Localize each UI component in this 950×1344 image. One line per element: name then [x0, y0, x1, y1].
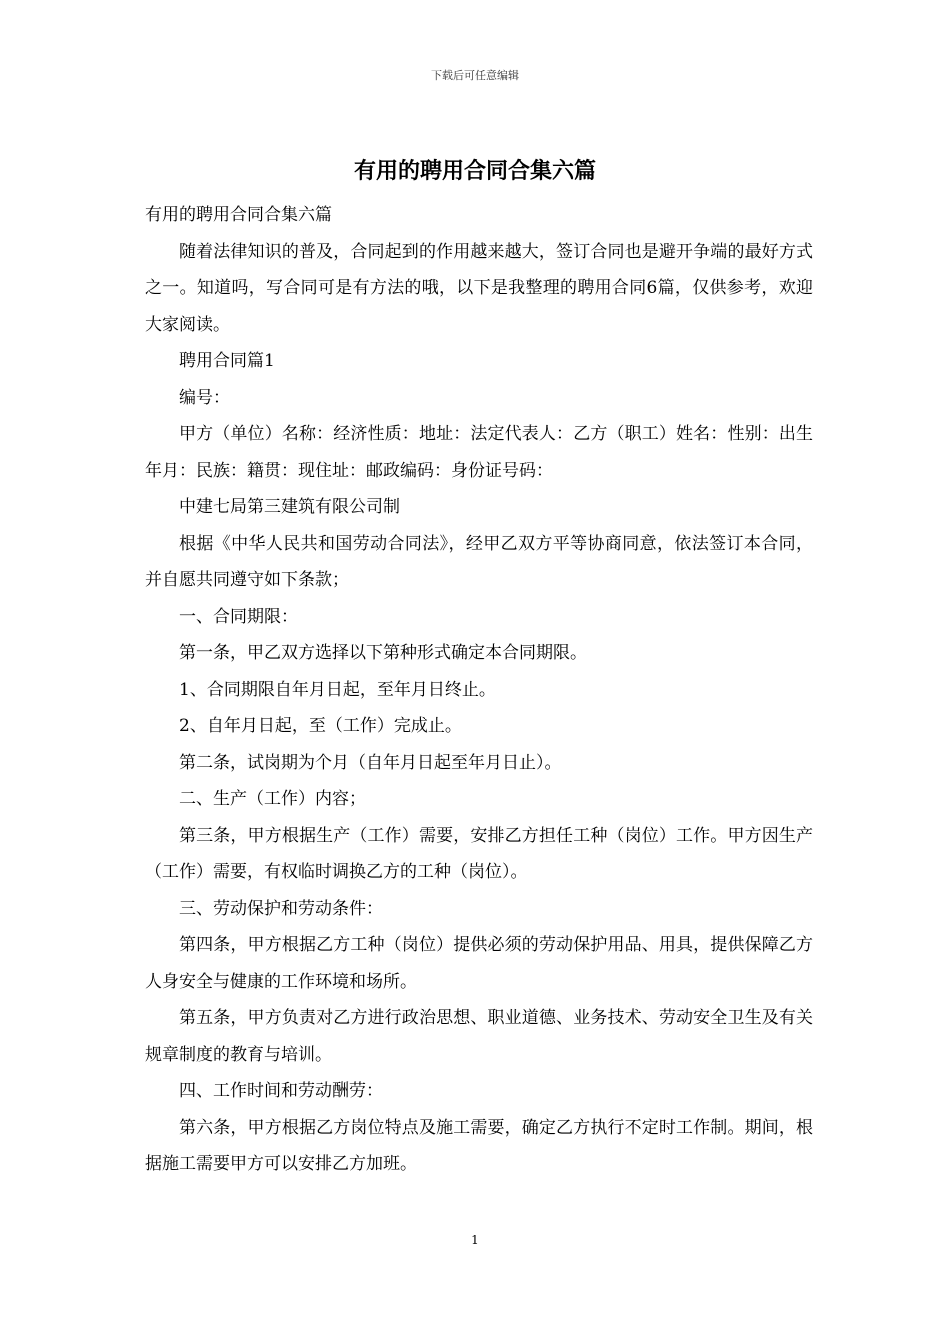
paragraph: 第五条，甲方负责对乙方进行政治思想、职业道德、业务技术、劳动安全卫生及有关规章制度的教育与培训。 [145, 1008, 813, 1065]
paragraph: 第三条，甲方根据生产（工作）需要，安排乙方担任工种（岗位）工作。甲方因生产（工作）需要，有权临时调换乙方的工种（岗位）。 [145, 825, 813, 882]
section-heading: 一、合同期限： [179, 606, 298, 627]
paragraph: 编号： [179, 387, 230, 408]
section-heading: 二、生产（工作）内容； [179, 789, 366, 809]
paragraph: 根据《中华人民共和国劳动合同法》，经甲乙双方平等协商同意，依法签订本合同，并自愿共同遵守如下条款； [145, 533, 813, 590]
paragraph: 第六条，甲方根据乙方岗位特点及施工需要，确定乙方执行不定时工作制。期间，根据施工需要甲方可以安排乙方加班。 [145, 1117, 813, 1174]
paragraph: 第四条，甲方根据乙方工种（岗位）提供必须的劳动保护用品、用具，提供保障乙方人身安全与健康的工作环境和场所。 [145, 935, 813, 992]
document-title: 有用的聘用合同合集六篇 [353, 159, 596, 184]
page-number: 1 [471, 1233, 479, 1247]
paragraph: 1、合同期限自年月日起，至年月日终止。 [179, 679, 496, 700]
section-heading: 聘用合同篇1 [179, 351, 275, 371]
paragraph: 随着法律知识的普及，合同起到的作用越来越大，签订合同也是避开争端的最好方式之一。知道吗，写合同可是有方法的哦，以下是我整理的聘用合同6篇，仅供参考，欢迎大家阅读。 [145, 241, 813, 335]
paragraph: 甲方（单位）名称：经济性质：地址：法定代表人：乙方（职工）姓名：性别：出生年月：民族：籍贯：现住址：邮政编码：身份证号码： [145, 424, 813, 481]
section-heading: 四、工作时间和劳动酬劳： [179, 1081, 383, 1101]
paragraph: 中建七局第三建筑有限公司制 [179, 497, 400, 517]
paragraph: 2、自年月日起，至（工作）完成止。 [179, 716, 462, 736]
section-heading: 三、劳动保护和劳动条件： [179, 898, 383, 919]
paragraph-subtitle: 有用的聘用合同合集六篇 [145, 205, 332, 225]
paragraph: 第二条，试岗期为个月（自年月日起至年月日止）。 [179, 752, 562, 773]
paragraph: 第一条，甲乙双方选择以下第种形式确定本合同期限。 [179, 643, 587, 663]
header-note: 下载后可任意编辑 [431, 69, 519, 82]
document-body [145, 197, 813, 1183]
